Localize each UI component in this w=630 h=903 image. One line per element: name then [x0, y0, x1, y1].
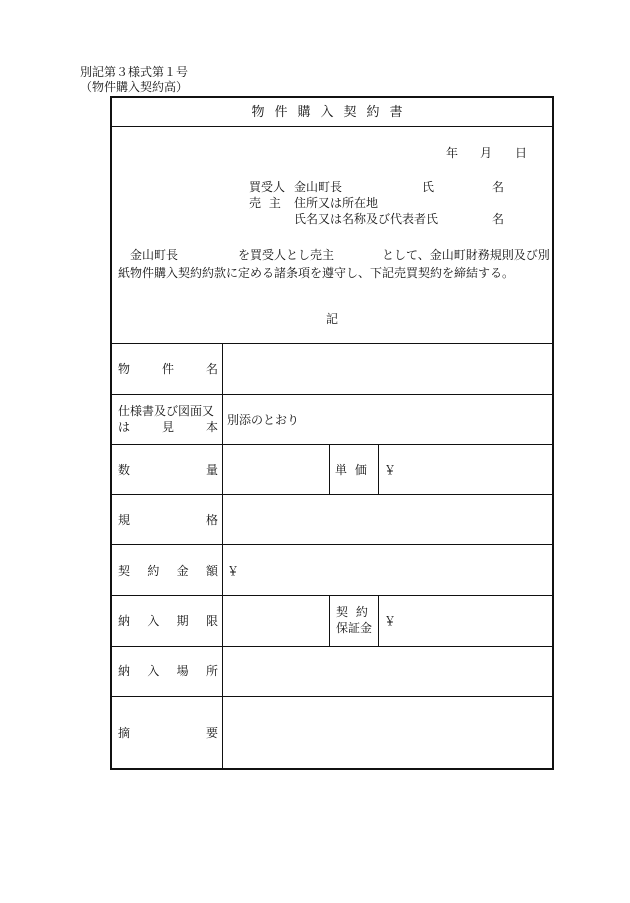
- label-char: 期: [176, 614, 189, 628]
- contract-amount-label: [118, 564, 218, 578]
- seller-role: 売 主: [249, 196, 283, 210]
- unit-price-label: 単 価: [335, 463, 369, 477]
- contract-form: [110, 96, 554, 770]
- buyer-role: 買受人: [249, 180, 286, 194]
- label-char: 摘: [118, 726, 131, 740]
- label-char: 限: [205, 614, 218, 628]
- label-char: 規: [118, 513, 131, 527]
- label-column-divider: [222, 343, 223, 768]
- buyer-given-mark: 名: [492, 180, 505, 194]
- seller-name-mark: 名: [492, 212, 505, 226]
- date-year: 年: [446, 146, 459, 160]
- date-month: 月: [480, 146, 493, 160]
- document-title: 物件購入契約書: [251, 105, 413, 120]
- label-char: 量: [205, 463, 218, 477]
- contract-body: [118, 246, 550, 282]
- deposit-label-line2: 保証金: [336, 621, 373, 635]
- row-divider: [112, 343, 552, 344]
- label-char: 納: [118, 614, 131, 628]
- label-char: 入: [147, 664, 160, 678]
- ki-mark: 記: [325, 312, 338, 326]
- row-divider: [112, 544, 552, 545]
- body-part3: として、金山町財務規則及び別紙物件購入契約約款に定める諸条項を遵守し、下記売買契約を締結する。: [118, 248, 550, 280]
- row-divider: [112, 646, 552, 647]
- form-subtitle: （物件購入契約高）: [80, 80, 189, 94]
- unit-price-divider-left: [329, 444, 330, 494]
- buyer-surname-mark: 氏: [422, 180, 435, 194]
- spec-label-line2: [118, 420, 218, 434]
- label-char: 額: [205, 564, 218, 578]
- label-char: 本: [205, 420, 218, 434]
- deposit-label-line1: 契 約: [336, 605, 370, 619]
- deposit-value: ￥: [384, 614, 397, 628]
- label-char: 金: [176, 564, 189, 578]
- seller-address-label: 住所又は所在地: [294, 196, 379, 210]
- row-divider: [112, 595, 552, 596]
- quantity-label: [118, 463, 218, 477]
- unit-price-divider-right: [378, 444, 379, 494]
- unit-price-value: ￥: [384, 463, 397, 477]
- row-divider: [112, 444, 552, 445]
- label-char: 契: [118, 564, 131, 578]
- spec-value: 別添のとおり: [227, 413, 300, 427]
- row-divider: [112, 494, 552, 495]
- deposit-divider-right: [378, 595, 379, 646]
- form-number: 別記第３様式第１号: [80, 65, 189, 79]
- spec-label-line1: 仕様書及び図面又: [118, 404, 215, 418]
- title-divider: [112, 126, 552, 127]
- label-char: 数: [118, 463, 131, 477]
- seller-name-label: 氏名又は名称及び代表者氏: [294, 212, 439, 226]
- label-char: 見: [161, 420, 174, 434]
- delivery-deadline-label: [118, 614, 218, 628]
- row-divider: [112, 696, 552, 697]
- label-char: 約: [147, 564, 160, 578]
- label-char: 納: [118, 664, 131, 678]
- remarks-label: [118, 726, 218, 740]
- body-part2: を買受人とし売主: [238, 248, 335, 262]
- label-char: 所: [205, 664, 218, 678]
- body-part1: 金山町長: [130, 248, 179, 262]
- label-char: 場: [176, 664, 189, 678]
- delivery-place-label: [118, 664, 218, 678]
- label-char: 格: [205, 513, 218, 527]
- deposit-divider-left: [329, 595, 330, 646]
- label-char: 名: [205, 362, 218, 376]
- label-char: 入: [147, 614, 160, 628]
- label-char: 物: [118, 362, 131, 376]
- date-day: 日: [515, 146, 528, 160]
- buyer-name: 金山町長: [294, 180, 343, 194]
- label-char: 要: [205, 726, 218, 740]
- label-char: 件: [161, 362, 174, 376]
- label-char: は: [118, 420, 131, 434]
- row-divider: [112, 394, 552, 395]
- standard-label: [118, 513, 218, 527]
- item-name-label: [118, 362, 218, 376]
- contract-amount-value: ￥: [227, 564, 240, 578]
